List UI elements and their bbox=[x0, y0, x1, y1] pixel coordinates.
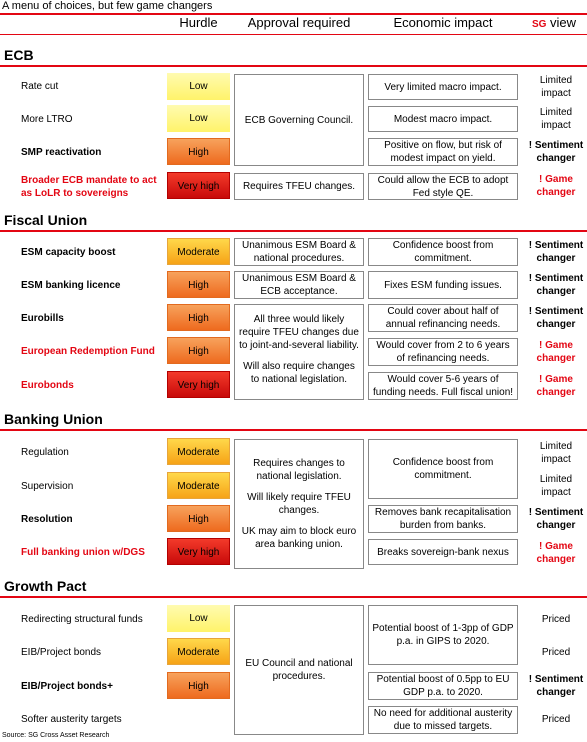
economic-impact-cell: Could cover about half of annual refinancing needs. bbox=[368, 304, 518, 332]
economic-impact-cell: Potential boost of 1-3pp of GDP p.a. in GIPS to 2020. bbox=[368, 605, 518, 665]
approval-note: Will likely require TFEU changes. bbox=[247, 492, 351, 516]
row-label: EIB/Project bonds bbox=[21, 647, 102, 658]
hurdle-badge: High bbox=[167, 304, 230, 331]
section-title-banking-union: Banking Union bbox=[4, 411, 103, 427]
hurdle-badge: High bbox=[167, 271, 230, 298]
sg-view-cell: Priced bbox=[541, 647, 571, 658]
section-title-ecb: ECB bbox=[4, 47, 34, 63]
approval-note: UK may aim to block euro area banking union. bbox=[241, 526, 357, 550]
section-title-fiscal-union: Fiscal Union bbox=[4, 212, 88, 228]
row-label: Broader ECB mandate to act as LoLR to sovereigns bbox=[21, 175, 157, 199]
row-label: Redirecting structural funds bbox=[21, 614, 143, 625]
sg-view-cell: ! Sentiment changer bbox=[528, 140, 584, 164]
approval-cell bbox=[234, 439, 364, 569]
hurdle-badge: High bbox=[167, 672, 230, 699]
approval-cell: ECB Governing Council. bbox=[234, 74, 364, 166]
sg-view-cell: ! Game changer bbox=[536, 541, 576, 565]
header-approval: Approval required bbox=[247, 15, 351, 30]
section-rule-fiscal bbox=[0, 230, 587, 232]
economic-impact-cell: Removes bank recapitalisation burden from banks. bbox=[368, 505, 518, 533]
hurdle-badge: Moderate bbox=[167, 472, 230, 499]
hurdle-badge: High bbox=[167, 337, 230, 364]
header-economic: Economic impact bbox=[393, 15, 493, 30]
row-label: Rate cut bbox=[21, 81, 59, 92]
hurdle-badge: Very high bbox=[167, 172, 230, 199]
sg-view-cell: Limited impact bbox=[539, 107, 573, 131]
economic-impact-cell: Fixes ESM funding issues. bbox=[368, 271, 518, 299]
section-rule-ecb bbox=[0, 65, 587, 67]
row-label: Eurobonds bbox=[21, 380, 74, 391]
hurdle-badge: Moderate bbox=[167, 638, 230, 665]
header-rule bbox=[0, 34, 587, 35]
row-label: Supervision bbox=[21, 481, 74, 492]
sg-view-cell: ! Game changer bbox=[536, 374, 576, 398]
hurdle-badge: High bbox=[167, 505, 230, 532]
hurdle-badge: Low bbox=[167, 605, 230, 632]
approval-cell: Unanimous ESM Board & ECB acceptance. bbox=[234, 271, 364, 299]
economic-impact-cell: Confidence boost from commitment. bbox=[368, 238, 518, 266]
sg-view-cell: ! Game changer bbox=[536, 174, 576, 198]
row-label: More LTRO bbox=[21, 114, 73, 125]
row-label: Resolution bbox=[21, 514, 73, 525]
row-label: Regulation bbox=[21, 447, 69, 458]
economic-impact-cell: Positive on flow, but risk of modest impact on yield. bbox=[368, 138, 518, 166]
header-sg-view bbox=[522, 15, 586, 31]
row-label: EIB/Project bonds+ bbox=[21, 681, 113, 692]
economic-impact-cell: Very limited macro impact. bbox=[368, 74, 518, 100]
header-hurdle: Hurdle bbox=[179, 15, 218, 30]
sg-view-cell: ! Sentiment changer bbox=[528, 306, 584, 330]
sg-view-cell: ! Game changer bbox=[536, 340, 576, 364]
sg-view-suffix: view bbox=[546, 15, 577, 30]
row-label: SMP reactivation bbox=[21, 147, 102, 158]
sg-view-cell: Priced bbox=[541, 614, 571, 625]
row-label: European Redemption Fund bbox=[21, 346, 155, 357]
approval-note: All three would likely require TFEU changes due to joint-and-several liability. bbox=[239, 314, 359, 351]
sg-view-cell: ! Sentiment changer bbox=[528, 674, 584, 698]
hurdle-badge: Moderate bbox=[167, 238, 230, 265]
approval-cell: Unanimous ESM Board & national procedures. bbox=[234, 238, 364, 266]
sg-view-cell: ! Sentiment changer bbox=[528, 240, 584, 264]
row-label: Full banking union w/DGS bbox=[21, 547, 145, 558]
economic-impact-cell: Confidence boost from commitment. bbox=[368, 439, 518, 499]
hurdle-badge: Low bbox=[167, 105, 230, 132]
approval-cell: EU Council and national procedures. bbox=[234, 605, 364, 735]
economic-impact-cell: Could allow the ECB to adopt Fed style QE. bbox=[368, 173, 518, 200]
sg-view-cell: ! Sentiment changer bbox=[528, 273, 584, 297]
approval-note: Will also require changes to national legislation. bbox=[243, 361, 355, 385]
sg-view-cell: Limited impact bbox=[539, 441, 573, 465]
approval-note: Requires changes to national legislation. bbox=[253, 458, 345, 482]
sg-view-cell: Limited impact bbox=[539, 75, 573, 99]
sg-view-cell: Priced bbox=[541, 714, 571, 725]
page-title: A menu of choices, but few game changers bbox=[2, 0, 213, 12]
row-label: ESM capacity boost bbox=[21, 247, 116, 258]
sg-view-cell: ! Sentiment changer bbox=[528, 507, 584, 531]
source-note: Source: SG Cross Asset Research bbox=[2, 732, 110, 739]
hurdle-badge: Very high bbox=[167, 371, 230, 398]
section-rule-banking bbox=[0, 429, 587, 431]
sg-brand: SG bbox=[531, 19, 547, 30]
hurdle-badge: Low bbox=[167, 73, 230, 100]
economic-impact-cell: Potential boost of 0.5pp to EU GDP p.a. to 2020. bbox=[368, 672, 518, 700]
hurdle-badge: Very high bbox=[167, 538, 230, 565]
hurdle-badge: High bbox=[167, 138, 230, 165]
economic-impact-cell: Modest macro impact. bbox=[368, 106, 518, 132]
economic-impact-cell: Would cover 5-6 years of funding needs. Full fiscal union! bbox=[368, 372, 518, 400]
section-rule-growth bbox=[0, 596, 587, 598]
economic-impact-cell: No need for additional austerity due to missed targets. bbox=[368, 706, 518, 734]
approval-cell: Requires TFEU changes. bbox=[234, 173, 364, 200]
section-title-growth-pact: Growth Pact bbox=[4, 578, 87, 594]
row-label: Eurobills bbox=[21, 313, 64, 324]
economic-impact-cell: Breaks sovereign-bank nexus bbox=[368, 539, 518, 565]
approval-cell bbox=[234, 304, 364, 400]
row-label: Softer austerity targets bbox=[21, 714, 122, 725]
economic-impact-cell: Would cover from 2 to 6 years of refinancing needs. bbox=[368, 338, 518, 366]
sg-view-cell: Limited impact bbox=[539, 474, 573, 498]
row-label: ESM banking licence bbox=[21, 280, 121, 291]
hurdle-badge: Moderate bbox=[167, 438, 230, 465]
